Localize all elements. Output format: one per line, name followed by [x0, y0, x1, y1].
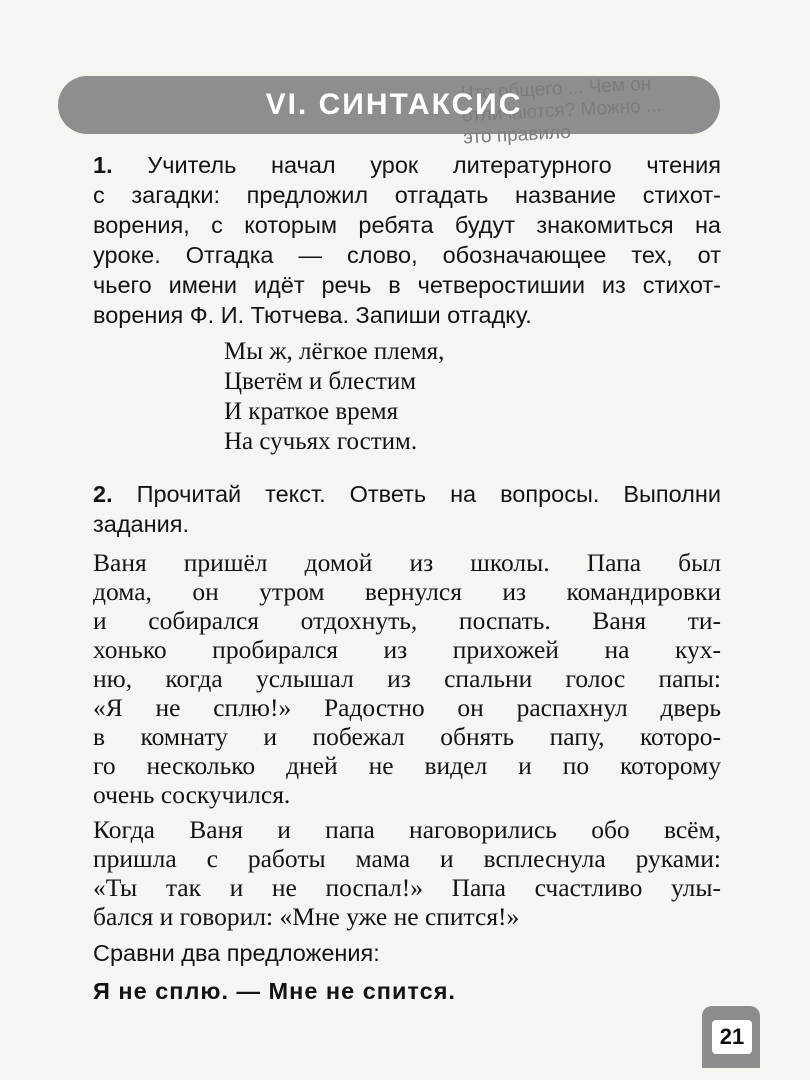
story-line: очень соскучился. — [93, 780, 291, 809]
story-paragraph-1 — [93, 548, 721, 809]
header-bleed-through-text: Что общего ... Чем он отличаются? Можно ... это правило — [460, 73, 663, 149]
task-1 — [93, 150, 721, 180]
poem-line: На сучьях гостим. — [224, 428, 418, 455]
story-line: дома, он утром вернулся из командировки — [93, 577, 721, 606]
task-1-body — [93, 180, 721, 330]
poem-quatrain — [224, 337, 444, 457]
story-line: в комнату и побежал обнять папу, которо- — [93, 722, 721, 751]
story-line: Ваня пришёл домой из школы. Папа был — [93, 548, 721, 577]
story-line: «Ты так и не поспал!» Папа счастливо улы- — [93, 873, 721, 902]
poem-line: И краткое время — [224, 398, 399, 425]
task-2-number: 2. — [93, 481, 113, 507]
task-1-line: ворения, с которым ребята будут знакомиться на — [93, 212, 721, 238]
compare-prompt-text: Сравни два предложения: — [93, 940, 380, 966]
story-paragraph-2 — [93, 815, 721, 931]
story-line: пришла с работы мама и всплеснула руками: — [93, 844, 721, 873]
section-title: VI. СИНТАКСИС — [265, 88, 523, 121]
compare-sentences: Я не сплю. — Мне не спится. — [93, 978, 456, 1004]
story-line: ню, когда услышал из спальни голос папы: — [93, 664, 721, 693]
story-line: Когда Ваня и папа наговорились обо всём, — [93, 815, 721, 844]
task-2-line: задания. — [93, 511, 189, 537]
story-line: бался и говорил: «Мне уже не спится!» — [93, 902, 520, 931]
story-line: хонько пробирался из прихожей на кух- — [93, 635, 721, 664]
task-1-line: с загадки: предложил отгадать название стихот- — [93, 182, 721, 208]
task-1-line: 1. Учитель начал урок литературного чтения — [93, 152, 721, 178]
task-1-line: ворения Ф. И. Тютчева. Запиши отгадку. — [93, 302, 532, 328]
poem-line: Мы ж, лёгкое племя, — [224, 338, 445, 365]
story-line: «Я не сплю!» Радостно он распахнул дверь — [93, 693, 721, 722]
story-line: го несколько дней не видел и по которому — [93, 751, 721, 780]
section-header — [58, 73, 720, 149]
task-2 — [93, 479, 721, 539]
story-line: и собирался отдохнуть, поспать. Ваня ти- — [93, 606, 721, 635]
compare-prompt — [93, 938, 721, 968]
page-number: 21 — [712, 1020, 752, 1054]
poem-line: Цветём и блестим — [224, 368, 417, 395]
task-1-number: 1. — [93, 152, 113, 178]
task-1-line: чьего имени идёт речь в четверостишии из стихот- — [93, 272, 721, 298]
task-2-line: 2. Прочитай текст. Ответь на вопросы. Выполни — [93, 481, 721, 507]
task-1-line: уроке. Отгадка — слово, обозначающее тех, от — [93, 242, 721, 268]
